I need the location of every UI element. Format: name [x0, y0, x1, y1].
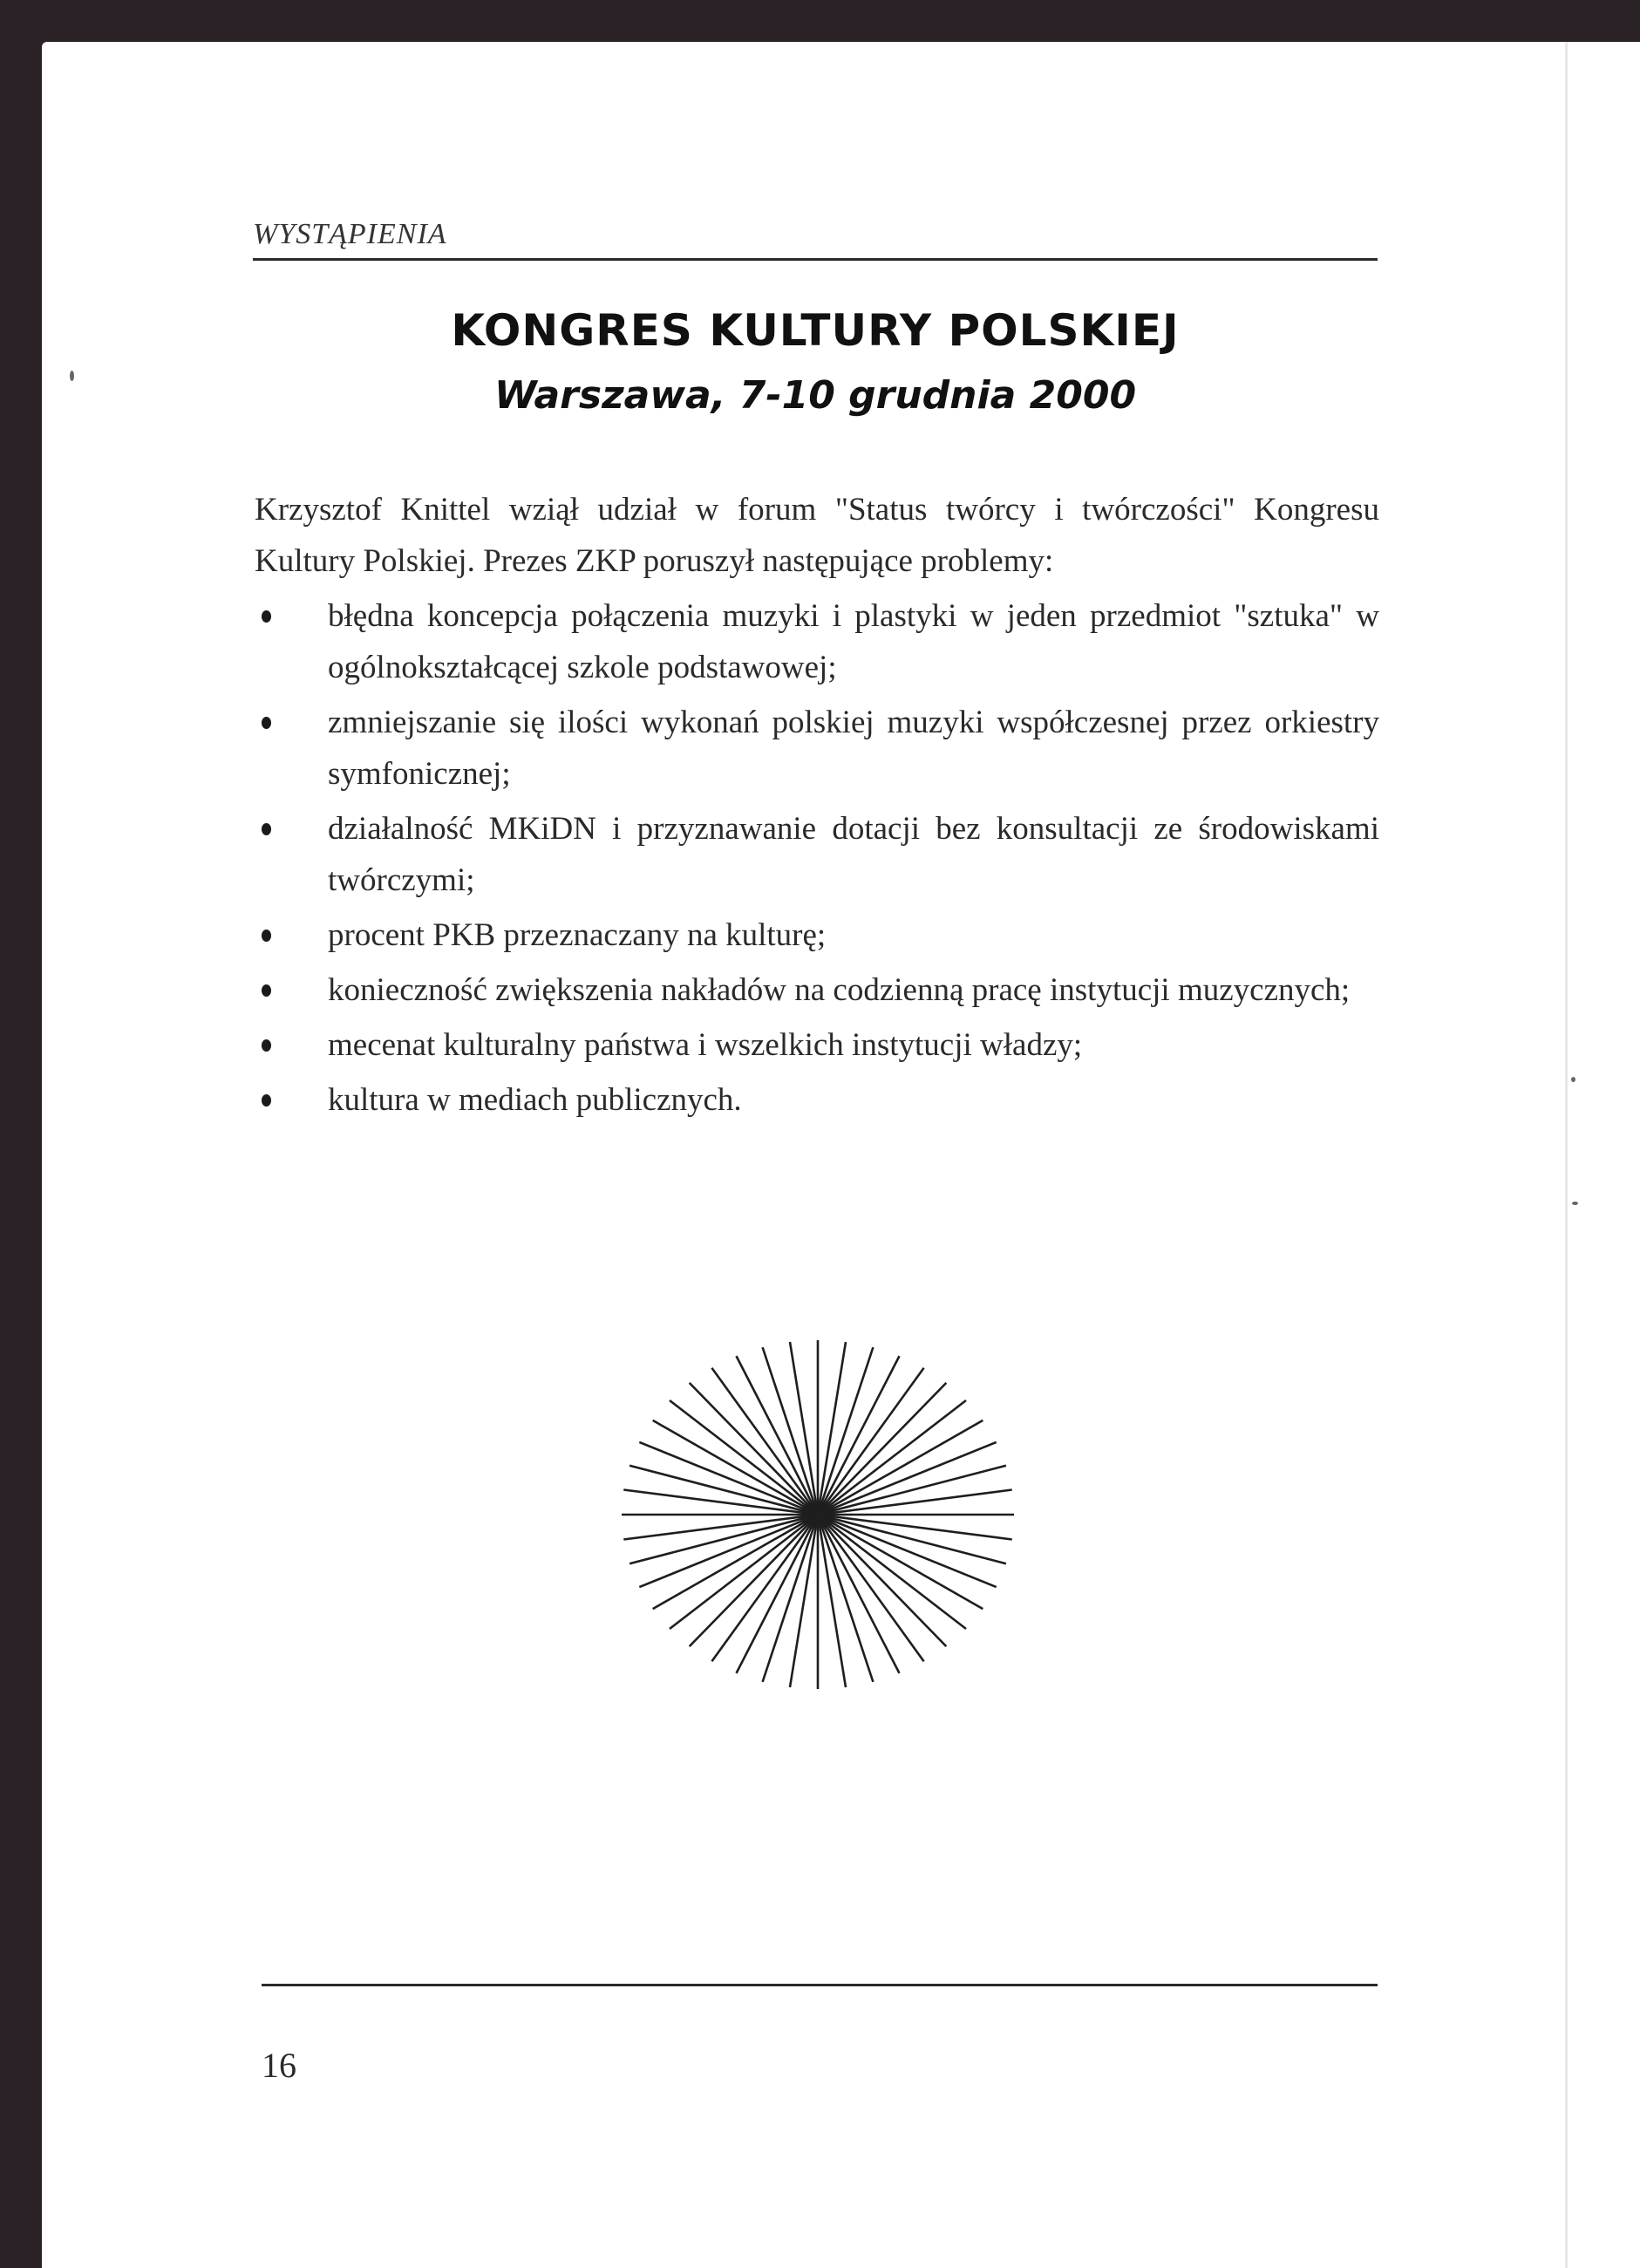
bullet-icon [262, 610, 271, 623]
intro-paragraph: Krzysztof Knittel wziął udział w forum "Status twórcy i twórczości" Kongresu Kultury Polskiej. Prezes ZKP poruszył następujące problemy: [255, 492, 1379, 579]
list-item [255, 1074, 1379, 1126]
list-item [255, 1019, 1379, 1071]
bullet-icon [262, 1039, 271, 1052]
list-item-text: błędna koncepcja połączenia muzyki i plastyki w jeden przedmiot "sztuka" w ogólnokształcącej szkole podstawowej; [328, 598, 1379, 685]
list-item-text: kultura w mediach publicznych. [328, 1082, 742, 1118]
scan-speck [1571, 1077, 1575, 1082]
running-header: WYSTĄPIENIA [253, 218, 447, 250]
scan-speck [1572, 1202, 1578, 1205]
problem-list [255, 590, 1379, 1126]
article-body [255, 484, 1379, 1126]
footer-rule [262, 1984, 1378, 1986]
starburst-ornament [613, 1332, 1023, 1698]
list-item-text: mecenat kulturalny państwa i wszelkich instytucji władzy; [328, 1027, 1083, 1063]
scan-speck [70, 371, 74, 381]
list-item-text: zmniejszanie się ilości wykonań polskiej muzyki współczesnej przez orkiestry symfonicznej; [328, 705, 1379, 792]
bullet-icon [262, 823, 271, 835]
bullet-icon [262, 984, 271, 997]
article-title: KONGRES KULTURY POLSKIEJ [451, 305, 1180, 356]
list-item [255, 697, 1379, 800]
starburst-hub [810, 1507, 826, 1522]
list-item-text: konieczność zwiększenia nakładów na codzienną pracę instytucji muzycznych; [328, 972, 1351, 1008]
header-rule [253, 258, 1378, 261]
list-item-text: działalność MKiDN i przyznawanie dotacji bez konsultacji ze środowiskami twórczymi; [328, 811, 1379, 898]
list-item-text: procent PKB przeznaczany na kulturę; [328, 917, 827, 953]
list-item [255, 590, 1379, 693]
bullet-icon [262, 717, 271, 729]
list-item [255, 909, 1379, 961]
page-number: 16 [262, 2046, 296, 2085]
article-subtitle: Warszawa, 7-10 grudnia 2000 [493, 373, 1137, 418]
list-item [255, 964, 1379, 1016]
list-item [255, 803, 1379, 906]
bullet-icon [262, 1094, 271, 1107]
page-edge [1565, 42, 1568, 2268]
bullet-icon [262, 930, 271, 942]
